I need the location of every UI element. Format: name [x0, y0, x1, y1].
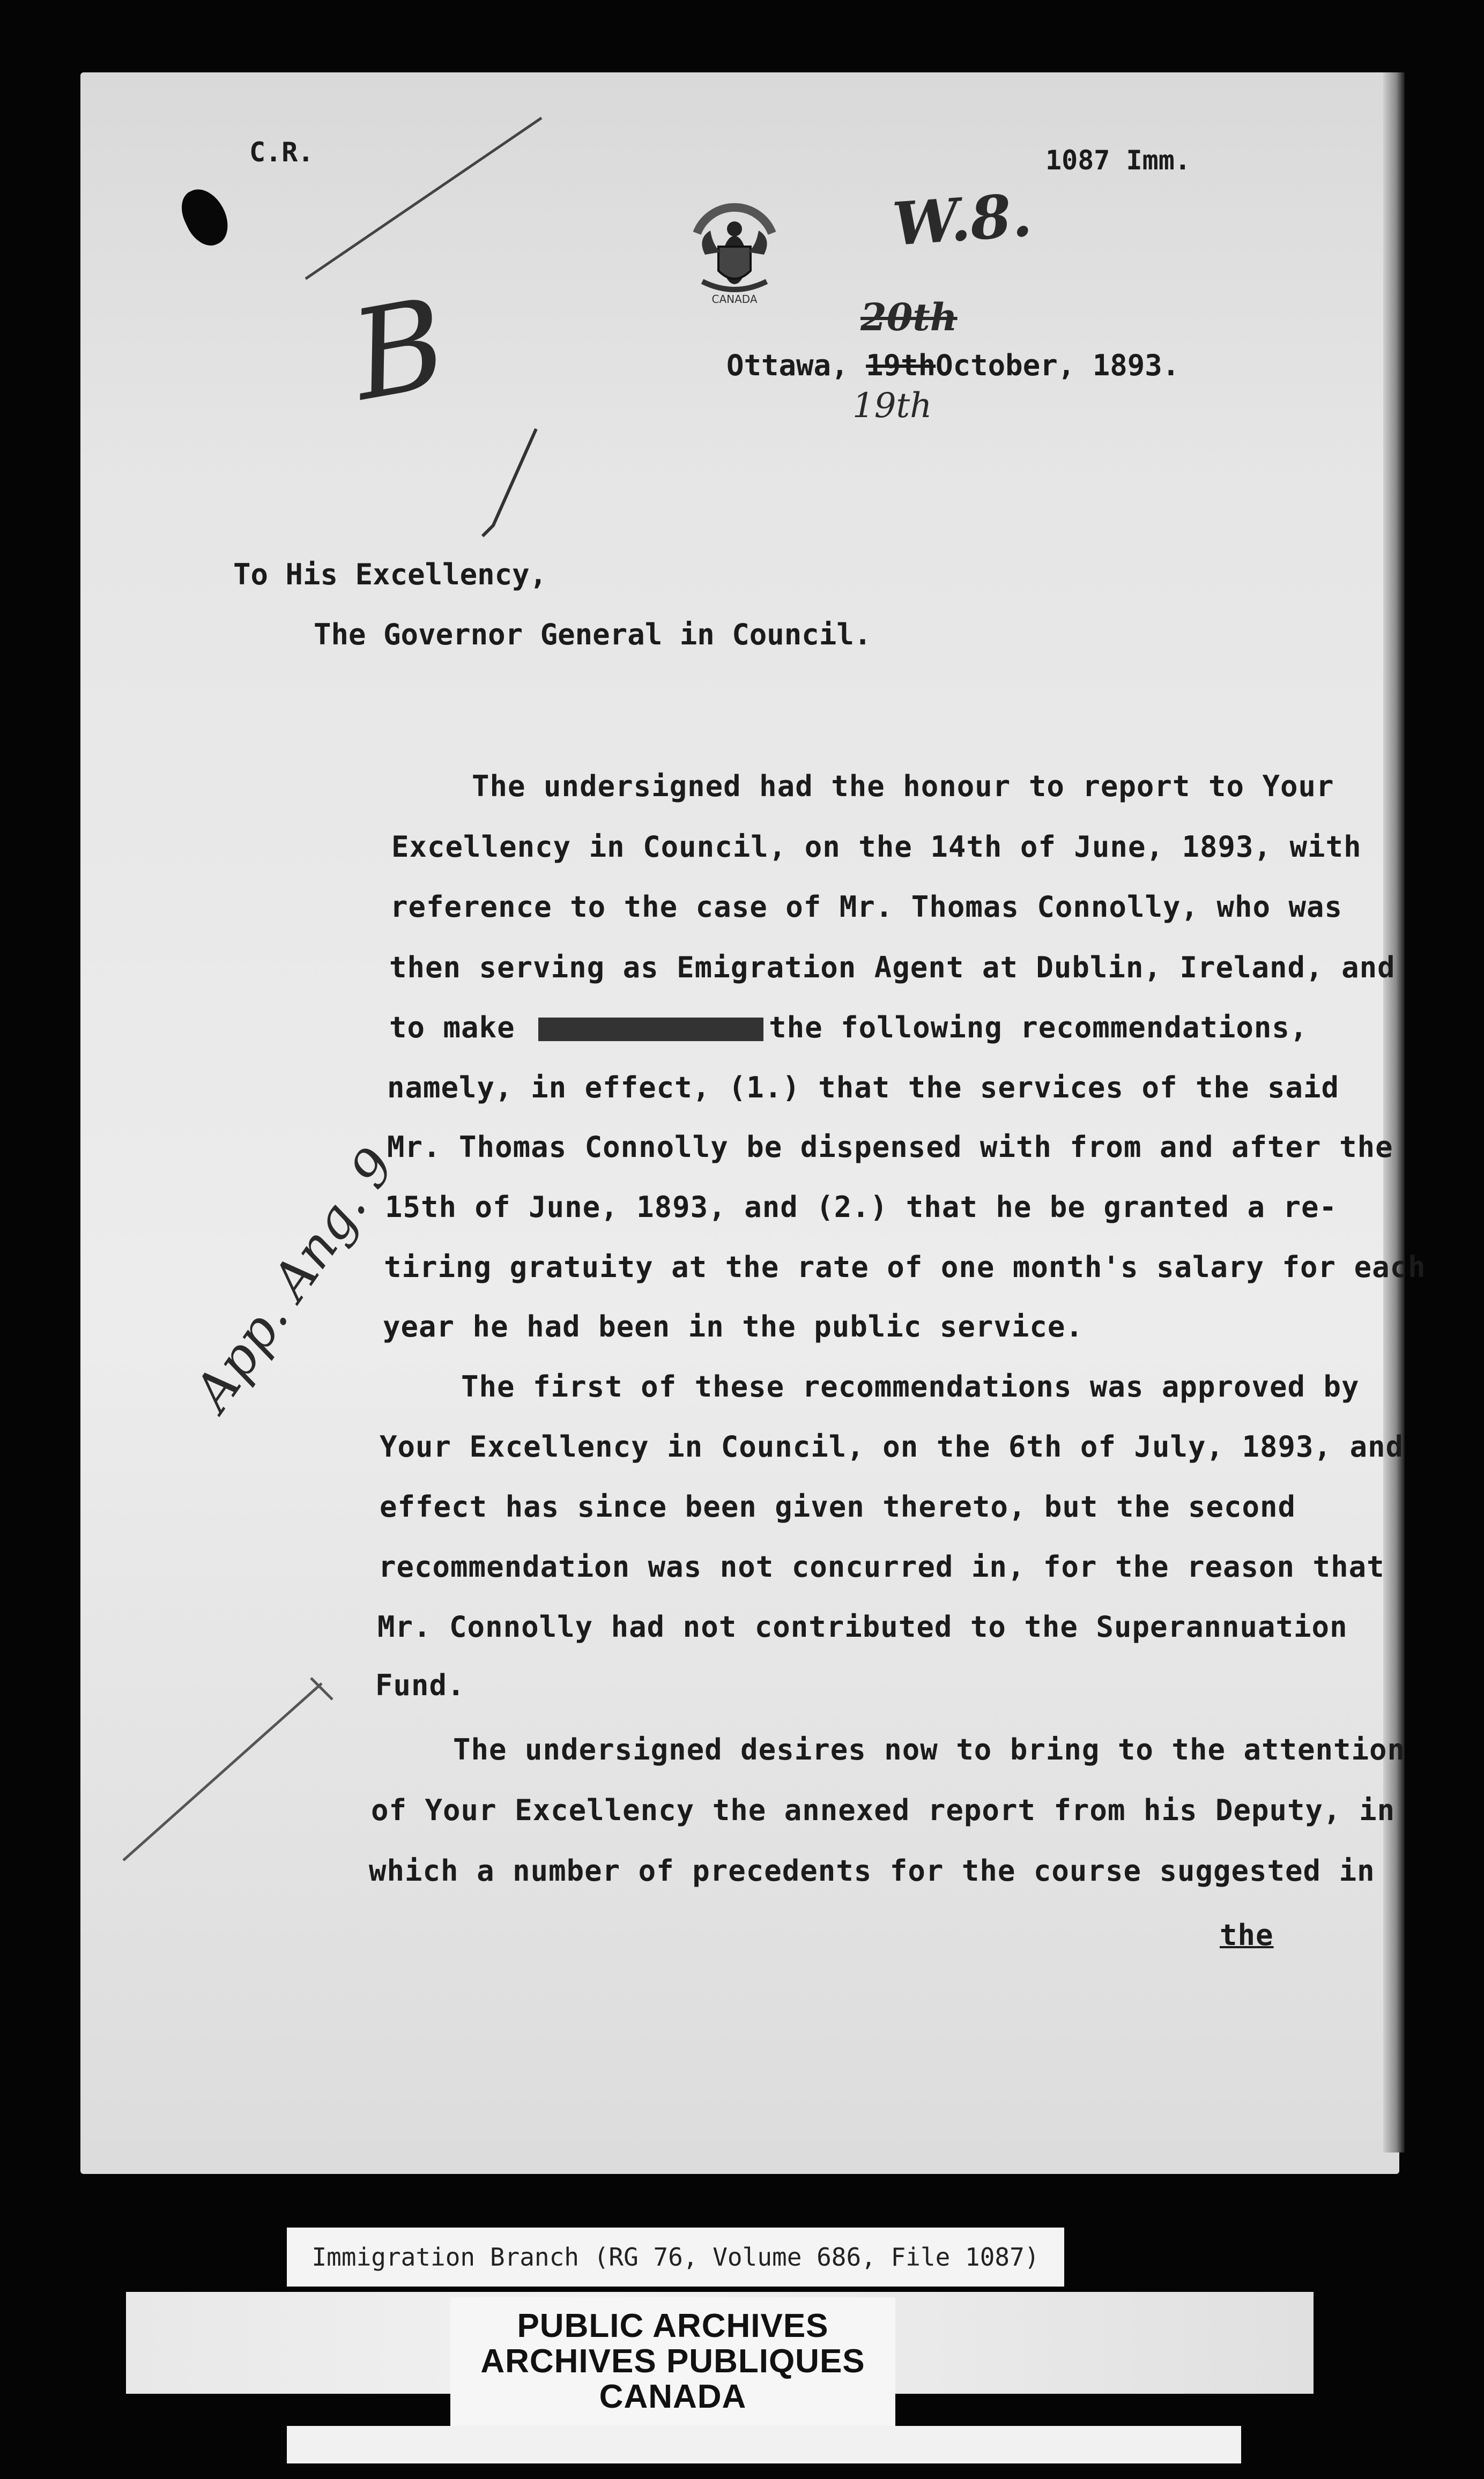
date-city: Ottawa, [726, 348, 849, 382]
body-line: Mr. Connolly had not contributed to the Superannuation [377, 1610, 1348, 1644]
body-line: The undersigned desires now to bring to the attention [453, 1733, 1406, 1767]
body-line: year he had been in the public service. [383, 1310, 1084, 1344]
body-line: reference to the case of Mr. Thomas Connolly, who was [390, 890, 1343, 924]
handwritten-date-over: 20th [860, 295, 958, 339]
redacted-strikeout [538, 1018, 763, 1041]
body-line: Fund. [375, 1668, 465, 1702]
address-line-2: The Governor General in Council. [314, 618, 872, 651]
body-line: of Your Excellency the annexed report from his Deputy, in [371, 1793, 1396, 1827]
margin-pen-line [118, 1667, 343, 1871]
margin-initials: B [342, 272, 456, 429]
archive-stamp [450, 2297, 895, 2426]
body-line: 15th of June, 1893, and (2.) that he be granted a re- [385, 1190, 1338, 1224]
catchword: the [1220, 1918, 1274, 1952]
file-reference: 1087 Imm. [1045, 145, 1191, 176]
date-rest: October, 1893. [936, 348, 1180, 382]
page-edge [1383, 72, 1405, 2153]
coat-of-arms-icon [681, 196, 788, 308]
body-line: to make the following recommendations, [389, 1011, 1308, 1044]
body-line: namely, in effect, (1.) that the services of the said [387, 1071, 1340, 1104]
body-line: The first of these recommendations was approved by [461, 1370, 1360, 1404]
body-line: then serving as Emigration Agent at Dublin, Ireland, and [389, 951, 1396, 984]
crest-caption: CANADA [711, 293, 758, 306]
body-line: effect has since been given thereto, but the second [380, 1490, 1296, 1524]
archive-label-bottom [287, 2426, 1241, 2463]
margin-approval-note: App. Ang. 9 [182, 1137, 406, 1421]
header-code: C.R. [249, 137, 314, 168]
archive-reference: Immigration Branch (RG 76, Volume 686, File 1087) [287, 2228, 1064, 2287]
body-line: which a number of precedents for the course suggested in [369, 1854, 1375, 1888]
body-line: The undersigned had the honour to report to Your [472, 769, 1334, 803]
stamp-line: CANADA [599, 2378, 747, 2415]
handwritten-date-under: 19th [852, 386, 932, 426]
body-line: tiring gratuity at the rate of one month's salary for each [384, 1250, 1426, 1284]
handwritten-file-mark: W.8. [890, 180, 1034, 259]
body-line: Mr. Thomas Connolly be dispensed with from and after the [387, 1130, 1393, 1164]
stamp-line: ARCHIVES PUBLIQUES [480, 2343, 865, 2380]
stamp-line: PUBLIC ARCHIVES [517, 2307, 829, 2344]
body-line: Excellency in Council, on the 14th of June, 1893, with [391, 830, 1362, 864]
date-struck-day: 19th [866, 348, 936, 382]
body-line: Your Excellency in Council, on the 6th of July, 1893, and [380, 1430, 1404, 1464]
pen-stroke [290, 107, 665, 547]
dateline [726, 348, 1179, 382]
body-line: recommendation was not concurred in, for the reason that [379, 1550, 1385, 1584]
address-line-1: To His Excellency, [233, 558, 547, 591]
